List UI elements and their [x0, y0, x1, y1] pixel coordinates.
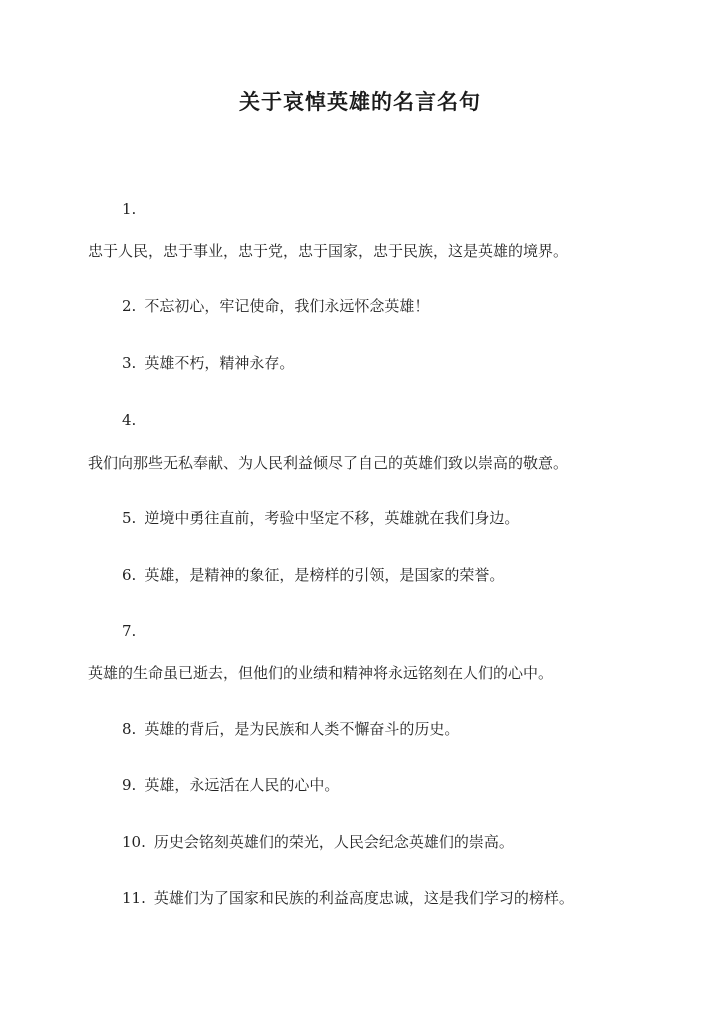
quote-number: 2.: [122, 297, 137, 315]
quote-text: 英雄不朽，精神永存。: [144, 354, 295, 372]
quote-text: 英雄的生命虽已逝去，但他们的业绩和精神将永远铭刻在人们的心中。: [88, 664, 554, 682]
quote-item: [122, 775, 339, 795]
quote-item: [122, 888, 574, 908]
quote-item: [122, 719, 459, 739]
quote-number: 8.: [122, 720, 137, 738]
document-title: 关于哀悼英雄的名言名句: [239, 89, 481, 114]
quote-text: 不忘初心，牢记使命，我们永远怀念英雄！: [144, 297, 430, 315]
quote-text: 英雄们为了国家和民族的利益高度忠诚，这是我们学习的榜样。: [153, 889, 574, 907]
quote-item: [122, 565, 504, 585]
quote-number: 7.: [122, 622, 137, 640]
quote-item: [122, 296, 429, 316]
quote-text: 我们向那些无私奉献、为人民利益倾尽了自己的英雄们致以崇高的敬意。: [88, 454, 569, 472]
quote-number: 6.: [122, 566, 137, 584]
quote-number: 9.: [122, 776, 137, 794]
quote-text: 英雄，永远活在人民的心中。: [144, 776, 340, 794]
quote-item: [122, 508, 519, 528]
quote-number: 1.: [122, 200, 137, 218]
quote-text: 英雄的背后，是为民族和人类不懈奋斗的历史。: [144, 720, 460, 738]
quote-number: 4.: [122, 411, 137, 429]
quote-number: 3.: [122, 354, 137, 372]
quote-text: 英雄，是精神的象征，是榜样的引领，是国家的荣誉。: [144, 566, 505, 584]
quote-number: 10.: [122, 833, 146, 851]
quote-number: 5.: [122, 509, 137, 527]
quote-number: 11.: [122, 889, 146, 907]
quote-text: 逆境中勇往直前，考验中坚定不移，英雄就在我们身边。: [144, 509, 520, 527]
quote-text: 忠于人民，忠于事业，忠于党，忠于国家，忠于民族，这是英雄的境界。: [88, 242, 569, 260]
quote-text: 历史会铭刻英雄们的荣光，人民会纪念英雄们的崇高。: [153, 833, 514, 851]
quote-item: [122, 832, 514, 852]
quote-item: [122, 353, 294, 373]
